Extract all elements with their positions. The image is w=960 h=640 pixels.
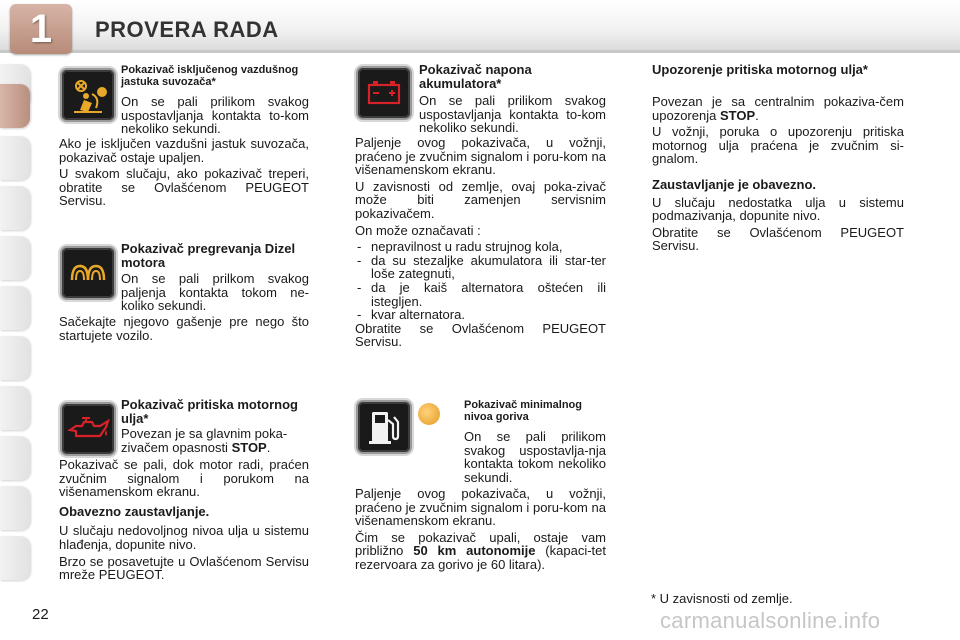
chapter-tab-11[interactable] — [0, 536, 30, 580]
list-item: - kvar alternatora. — [355, 308, 606, 322]
oil-warning-p1 — [652, 95, 904, 122]
battery-body-p2: U zavisnosti od zemlje, ovaj poka-zivač može biti zamenjen servisnim pokazivačem. — [355, 178, 606, 221]
fuel-autonomy: 50 km autonomije — [413, 543, 536, 559]
chapter-tab-7[interactable] — [0, 336, 30, 380]
page-title: PROVERA RADA — [95, 17, 279, 42]
oil-body-p3: Brzo se posavetujte u Ovlašćenom Servisu mreže PEUGEOT. — [59, 553, 309, 583]
battery-cause-list — [355, 240, 606, 322]
oil-warning-p3: U slučaju nedostatka ulja u sistemu podmazivanja, dopunite nivo. — [652, 194, 904, 224]
oil-body-p2: U slučaju nedovoljnog nivoa ulja u sistemu hlađenja, dopunite nivo. — [59, 523, 309, 552]
fuel-body — [355, 487, 606, 575]
chapter-tab-6[interactable] — [0, 286, 30, 330]
fuel-body-p2-text: Čim se pokazivač upali, ostaje vam približno — [355, 529, 606, 559]
battery-closing: Obratite se Ovlašćenom PEUGEOT Servisu. — [355, 320, 606, 350]
oil-body — [59, 458, 309, 585]
oil-warning-subheading: Zaustavljanje je obavezno. — [652, 176, 816, 192]
battery-intro: On se pali prilikom svakog uspostavljanja kontakta to-kom nekoliko sekundi. — [419, 93, 606, 136]
oil-body-p1: Pokazivač se pali, dok motor radi, praćen zvučnim signalom i porukom na višenamenskom ekranu. — [59, 457, 309, 500]
diesel-preheat-icon — [62, 248, 114, 298]
airbag-intro: On se pali prilikom svakog uspostavljanja kontakta to-kom nekoliko sekundi. — [121, 94, 309, 137]
fuel-title: Pokazivač minimalnog nivoa goriva — [464, 399, 582, 423]
oil-intro-stop: STOP — [231, 439, 267, 455]
chapter-tab-10[interactable] — [0, 486, 30, 530]
fuel-body-p2 — [355, 531, 606, 572]
airbag-title: Pokazivač isključenog vazdušnog jastuka suvozača* — [121, 64, 299, 88]
battery-icon — [358, 68, 410, 118]
amber-warning-light-icon — [418, 403, 440, 425]
oil-warning-title: Upozorenje pritiska motornog ulja* — [652, 62, 868, 77]
airbag-body-p2: U svakom slučaju, ako pokazivač treperi, obratite se Ovlašćenom PEUGEOT Servisu. — [59, 166, 309, 209]
footnote: * U zavisnosti od zemlje. — [651, 591, 793, 606]
battery-body-p3: On može označavati : — [355, 222, 481, 238]
chapter-tab-9[interactable] — [0, 436, 30, 480]
chapter-tab-8[interactable] — [0, 386, 30, 430]
oil-subheading: Obavezno zaustavljanje. — [59, 503, 210, 519]
oil-intro — [121, 427, 311, 454]
header-divider — [0, 50, 960, 53]
oil-warning-body — [652, 95, 904, 256]
oil-warning-p1-end: . — [755, 107, 759, 123]
airbag-body — [59, 137, 309, 211]
oil-warning-p4: Obratite se Ovlašćenom PEUGEOT Servisu. — [652, 224, 904, 254]
battery-body — [355, 136, 606, 352]
glow-intro: On se pali prilkom svakog paljenja kontakta tokom ne-koliko sekundi. — [121, 271, 309, 314]
fuel-body-p1: Paljenje ovog pokazivača, u vožnji, praćeno je zvučnim signalom i poru-kom na višenamenskom ekranu. — [355, 486, 606, 529]
chapter-tab-5[interactable] — [0, 236, 30, 280]
list-item: - da je kaiš alternatora oštećen ili istegljen. — [355, 281, 606, 308]
watermark: carmanualsonline.info — [660, 608, 881, 633]
oil-pressure-icon — [62, 404, 114, 454]
chapter-tab-active[interactable] — [0, 84, 30, 128]
fuel-body-p2-end: (kapaci-tet rezervoara za gorivo je 60 litara). — [355, 543, 606, 572]
glow-body: Sačekajte njegovo gašenje pre nego što startujete vozilo. — [59, 314, 309, 343]
chapter-tab-4[interactable] — [0, 186, 30, 230]
battery-body-p1: Paljenje ovog pokazivača, u vožnji, praćeno je zvučnim signalom i poru-kom na višenamenskom ekranu. — [355, 135, 606, 178]
fuel-pump-icon — [358, 402, 410, 452]
oil-title: Pokazivač pritiska motornog ulja* — [121, 397, 298, 426]
oil-intro-end: . — [266, 439, 271, 455]
oil-intro-text: Povezan je sa glavnim poka-zivačem opasnosti — [121, 426, 288, 455]
passenger-airbag-off-icon — [62, 70, 114, 120]
page-number: 22 — [32, 606, 49, 623]
fuel-intro: On se pali prilikom svakog uspostavlja-nja kontakta tokom nekoliko sekundi. — [464, 429, 606, 485]
chapter-number: 1 — [29, 7, 53, 51]
battery-title: Pokazivač napona akumulatora* — [419, 62, 532, 91]
airbag-body-p1: Ako je isključen vazdušni jastuk suvozača, pokazivač ostaje upaljen. — [59, 136, 309, 165]
oil-warning-p1-text: Povezan je sa centralnim pokaziva-čem upozorenja — [652, 94, 904, 123]
oil-warning-p2: U vožnji, poruka o upozorenju pritiska motornog ulja praćena je zvučnim si-gnalom. — [652, 124, 904, 167]
chapter-tab-3[interactable] — [0, 136, 30, 180]
list-item: - da su stezaljke akumulatora ili star-ter loše zategnuti, — [355, 254, 606, 281]
glow-title: Pokazivač pregrevanja Dizel motora — [121, 241, 296, 270]
list-item: - nepravilnost u radu strujnog kola, — [355, 240, 606, 254]
oil-warning-stop: STOP — [719, 107, 756, 123]
